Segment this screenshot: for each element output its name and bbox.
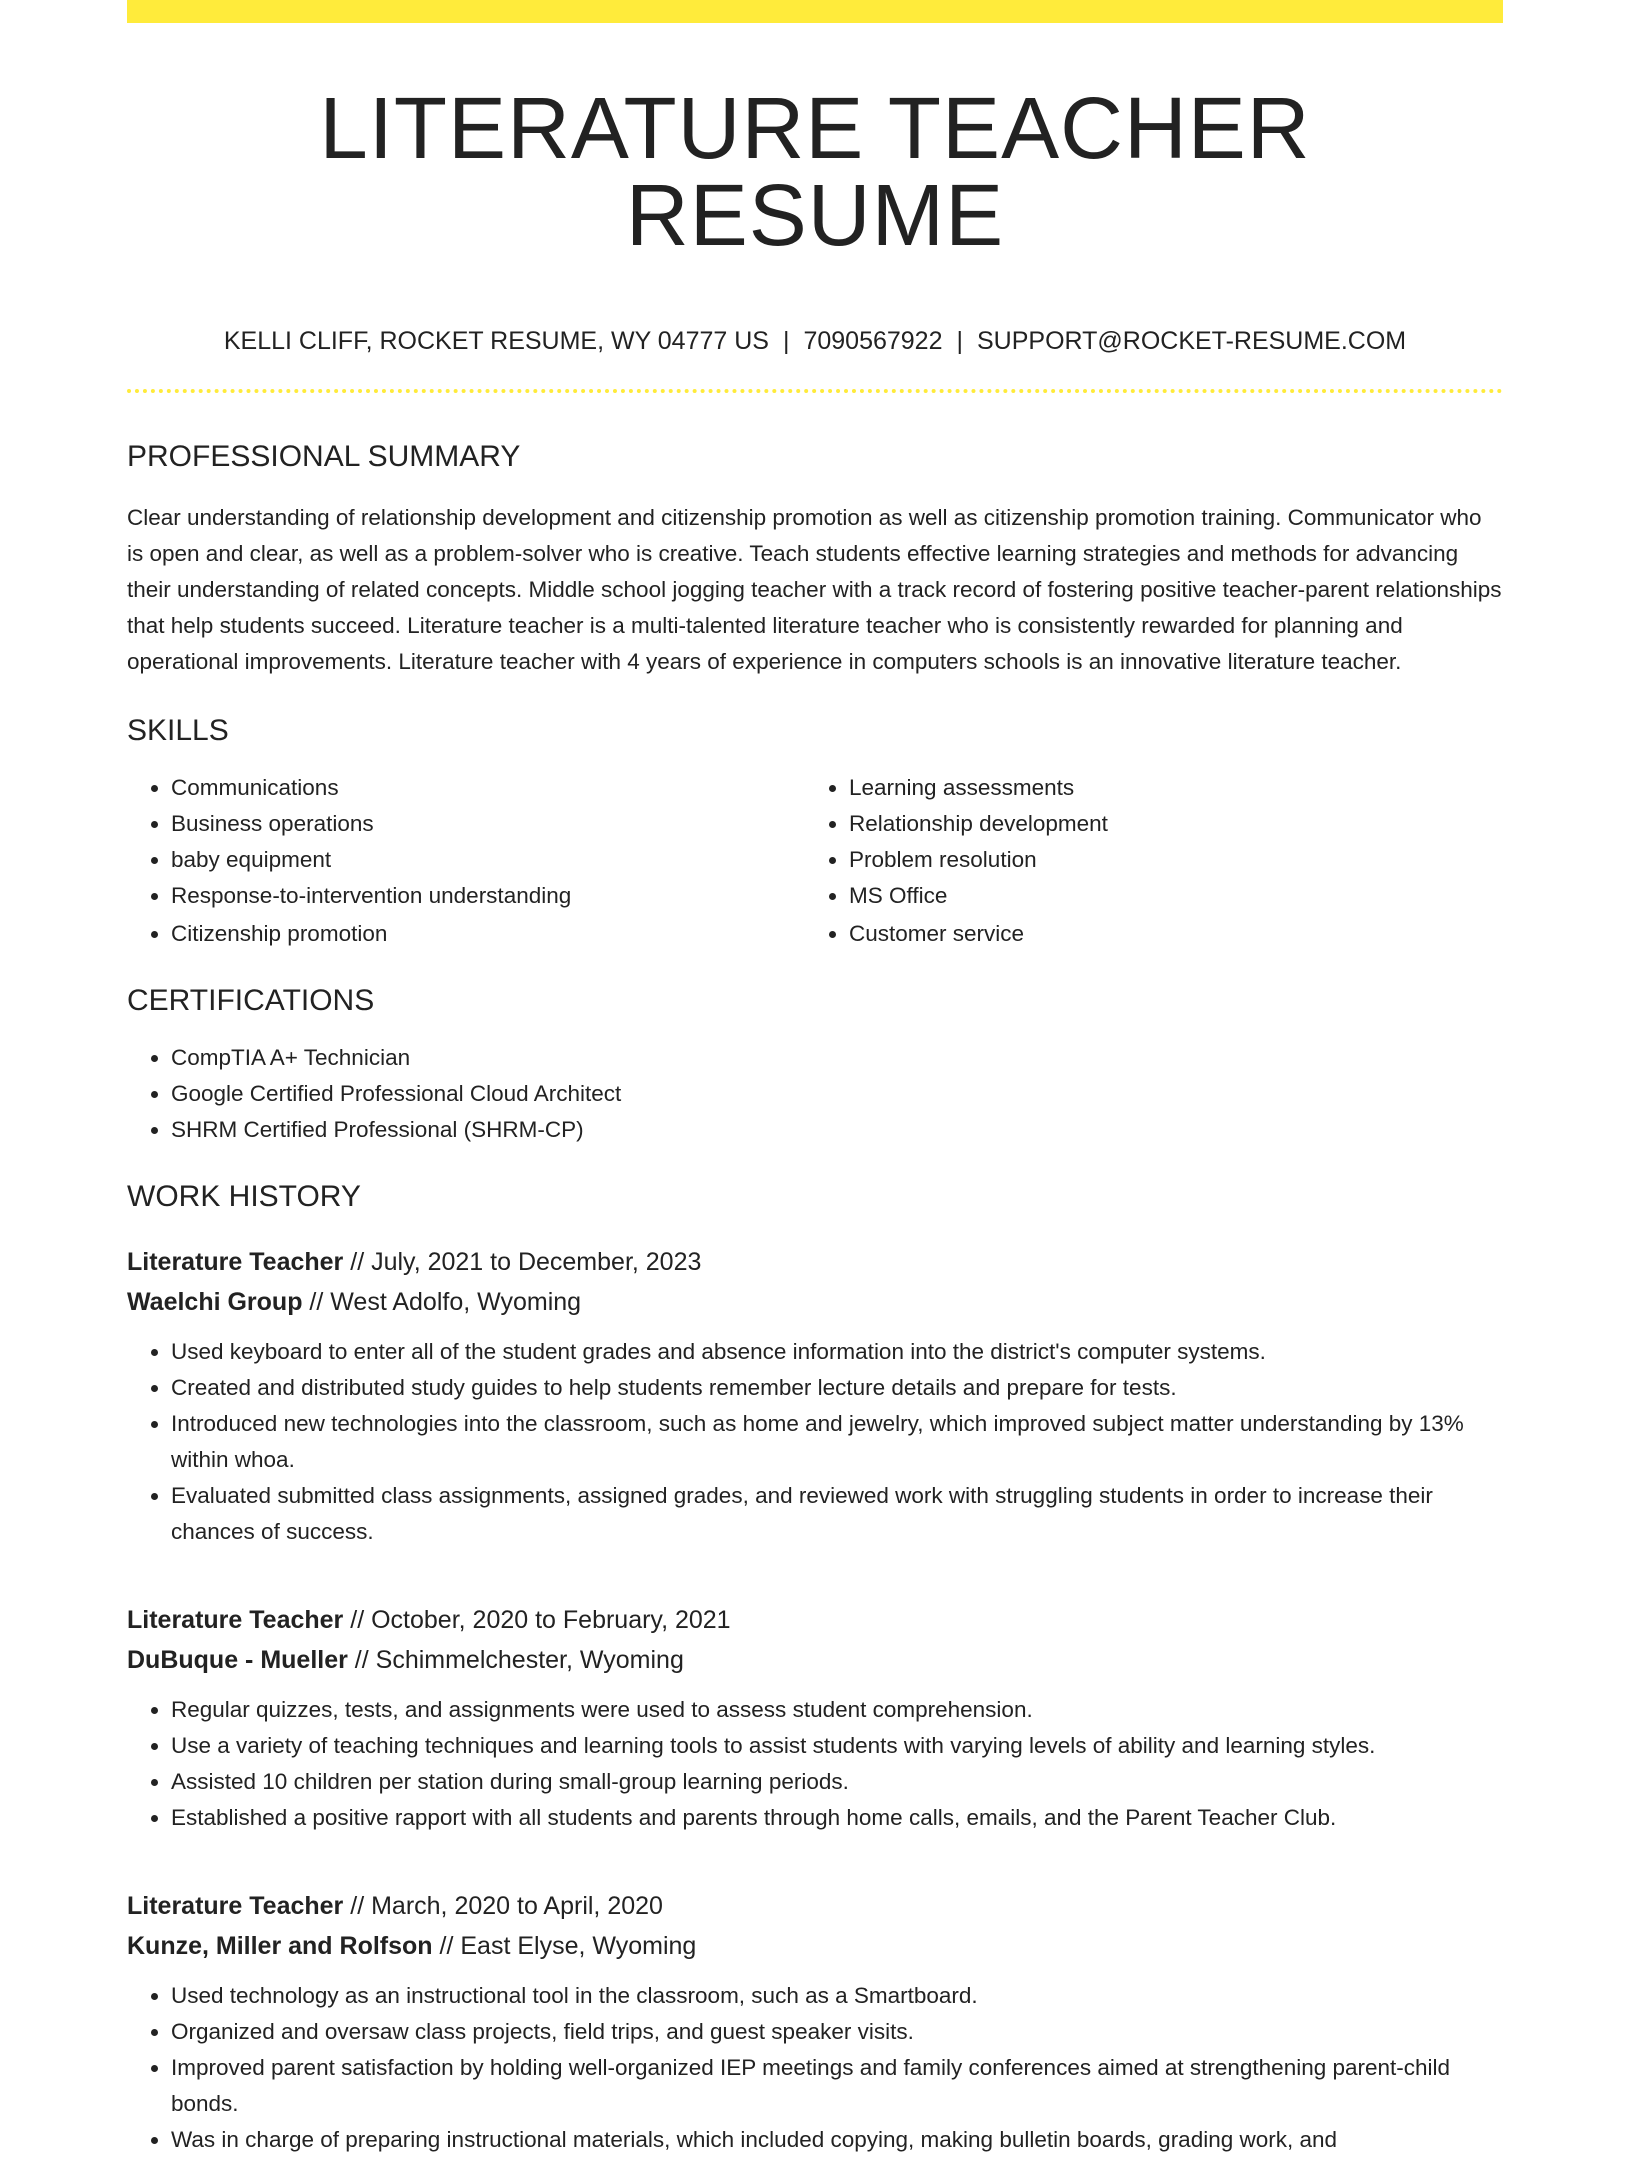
contact-separator: | — [956, 327, 963, 355]
job-dates: July, 2021 to December, 2023 — [371, 1248, 702, 1276]
skills-grid — [127, 770, 1503, 952]
job-divider: // — [302, 1288, 331, 1316]
contact-line — [127, 329, 1503, 354]
job-bullet: • Used keyboard to enter all of the student grades and absence information into the district's computer systems. — [171, 1334, 1503, 1370]
skill-item: • Communications — [171, 770, 805, 806]
job-bullet: • Established a positive rapport with all students and parents through home calls, emails, and the Parent Teacher Club. — [171, 1800, 1503, 1836]
job-bullets — [127, 1334, 1503, 1550]
job-entry — [127, 1886, 1503, 2158]
job-company-line — [127, 1640, 1503, 1680]
job-divider: // — [343, 1892, 372, 1920]
skill-item: • Business operations — [171, 806, 805, 842]
job-bullet: • Evaluated submitted class assignments, assigned grades, and reviewed work with struggling students in order to increase their chances of success. — [171, 1478, 1503, 1550]
job-title-line — [127, 1600, 1503, 1640]
job-bullet: • Improved parent satisfaction by holding well-organized IEP meetings and family conferences aimed at strengthening parent-child bonds. — [171, 2050, 1503, 2122]
skills-list-right — [805, 770, 1483, 952]
summary-heading: PROFESSIONAL SUMMARY — [127, 440, 521, 473]
resume-title: LITERATURE TEACHER RESUME — [319, 80, 1311, 264]
job-location: West Adolfo, Wyoming — [330, 1288, 582, 1316]
skills-column-right — [805, 770, 1483, 952]
job-bullets — [127, 1692, 1503, 1836]
resume-page — [127, 0, 1503, 2158]
skill-item: • Response-to-intervention understanding — [171, 878, 805, 914]
job-location: East Elyse, Wyoming — [460, 1932, 697, 1960]
skills-heading: SKILLS — [127, 714, 229, 747]
work-history-heading: WORK HISTORY — [127, 1180, 361, 1213]
skill-item: • Relationship development — [849, 806, 1483, 842]
accent-top-bar — [127, 0, 1503, 23]
dotted-divider — [127, 389, 1503, 393]
skills-list-left — [127, 770, 805, 952]
job-bullets — [127, 1978, 1503, 2158]
job-title: Literature Teacher — [127, 1892, 344, 1920]
job-company: DuBuque - Mueller — [127, 1646, 348, 1674]
job-title-line — [127, 1242, 1503, 1282]
job-bullet: • Introduced new technologies into the classroom, such as home and jewelry, which improved subject matter understanding by 13% within whoa. — [171, 1406, 1503, 1478]
job-bullet: • Created and distributed study guides to help students remember lecture details and prepare for tests. — [171, 1370, 1503, 1406]
summary-text: Clear understanding of relationship development and citizenship promotion as well as citizenship promotion training. Communicator who is open and clear, as well as a problem-solver who is creative. Teach students effective learning strategies and methods for advancing their understanding of related concepts. Middle school jogging teacher with a track record of fostering positive teacher-parent relationships that help students succeed. Literature teacher is a multi-talented literature teacher who is consistently rewarded for planning and operational improvements. Literature teacher with 4 years of experience in computers schools is an innovative literature teacher. — [127, 505, 1502, 674]
job-title: Literature Teacher — [127, 1606, 344, 1634]
job-bullet: • Assisted 10 children per station during small-group learning periods. — [171, 1764, 1503, 1800]
certification-item: • CompTIA A+ Technician — [171, 1040, 1503, 1076]
job-location: Schimmelchester, Wyoming — [375, 1646, 684, 1674]
job-company: Kunze, Miller and Rolfson — [127, 1932, 433, 1960]
job-bullet: • Used technology as an instructional tool in the classroom, such as a Smartboard. — [171, 1978, 1503, 2014]
contact-separator: | — [782, 327, 790, 355]
job-entry — [127, 1600, 1503, 1836]
certification-item: • SHRM Certified Professional (SHRM-CP) — [171, 1112, 1503, 1148]
job-title: Literature Teacher — [127, 1248, 344, 1276]
job-company: Waelchi Group — [127, 1288, 303, 1316]
job-bullet: • Organized and oversaw class projects, field trips, and guest speaker visits. — [171, 2014, 1503, 2050]
job-dates: March, 2020 to April, 2020 — [371, 1892, 663, 1920]
skill-item: • Citizenship promotion — [171, 916, 805, 952]
job-divider: // — [347, 1646, 376, 1674]
contact-email: SUPPORT@ROCKET-RESUME.COM — [977, 327, 1407, 355]
skills-column-left — [127, 770, 805, 952]
job-dates: October, 2020 to February, 2021 — [371, 1606, 731, 1634]
skill-item: • baby equipment — [171, 842, 805, 878]
skill-item: • Customer service — [849, 916, 1483, 952]
job-divider: // — [343, 1606, 372, 1634]
job-divider: // — [432, 1932, 461, 1960]
skill-item: • MS Office — [849, 878, 1483, 914]
contact-address: KELLI CLIFF, ROCKET RESUME, WY 04777 US — [223, 327, 769, 355]
job-divider: // — [343, 1248, 372, 1276]
certifications-list — [127, 1040, 1503, 1148]
certifications-heading: CERTIFICATIONS — [127, 984, 375, 1017]
skill-item: • Learning assessments — [849, 770, 1483, 806]
contact-phone: 7090567922 — [803, 327, 943, 355]
job-company-line — [127, 1926, 1503, 1966]
job-bullet: • Was in charge of preparing instructional materials, which included copying, making bulletin boards, grading work, and — [171, 2122, 1503, 2158]
skill-item: • Problem resolution — [849, 842, 1483, 878]
job-entry — [127, 1242, 1503, 1550]
job-bullet: • Regular quizzes, tests, and assignments were used to assess student comprehension. — [171, 1692, 1503, 1728]
job-bullet: • Use a variety of teaching techniques and learning tools to assist students with varying levels of ability and learning styles. — [171, 1728, 1503, 1764]
certification-item: • Google Certified Professional Cloud Architect — [171, 1076, 1503, 1112]
job-company-line — [127, 1282, 1503, 1322]
job-title-line — [127, 1886, 1503, 1926]
